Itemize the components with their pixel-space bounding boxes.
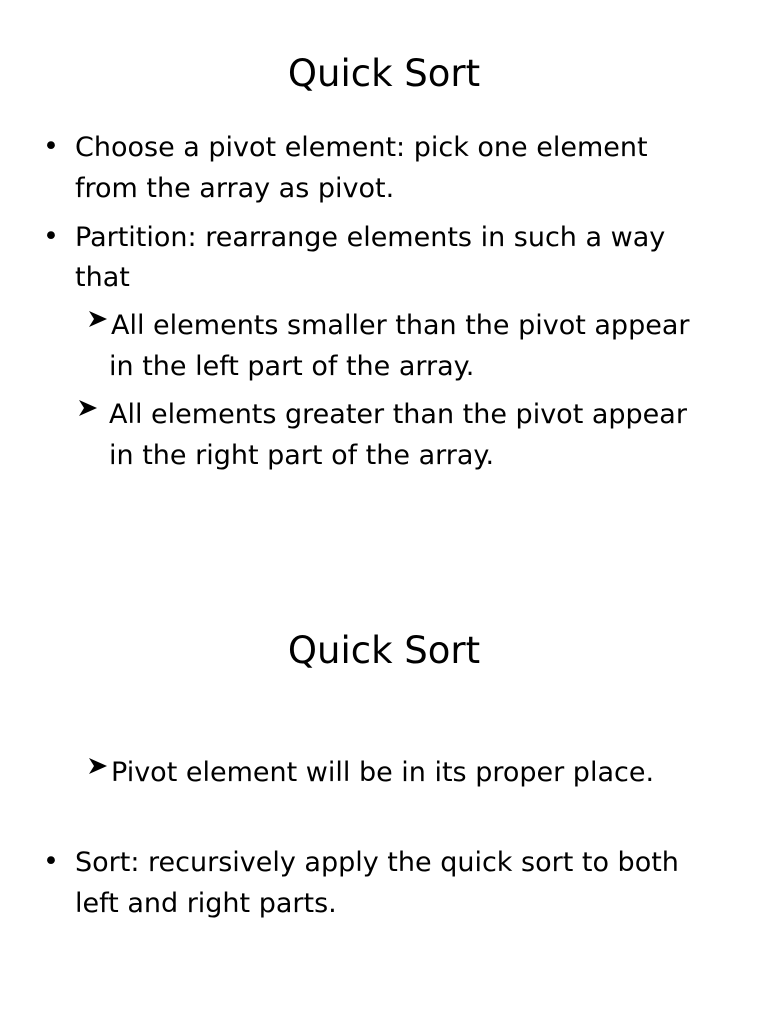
bullet-text-line: left and right parts. — [75, 888, 337, 919]
sub-bullet-text-line: in the right part of the array. — [109, 440, 495, 471]
bullet-text-line: that — [75, 262, 130, 293]
bullet-dot-icon: • — [43, 221, 59, 252]
arrowhead-icon — [88, 756, 108, 776]
sub-bullet-text-line: All elements smaller than the pivot appear — [111, 310, 690, 341]
slide-title: Quick Sort — [287, 629, 481, 672]
bullet-text-line: from the array as pivot. — [75, 173, 395, 204]
slide-2 — [0, 512, 768, 1024]
sub-bullet-text-line: All elements greater than the pivot appear — [109, 399, 687, 430]
arrowhead-icon — [78, 398, 98, 418]
sub-bullet-text-line: in the left part of the array. — [109, 351, 475, 382]
bullet-text-line: Sort: recursively apply the quick sort to both — [75, 847, 679, 878]
bullet-dot-icon: • — [43, 131, 59, 162]
bullet-text-line: Partition: rearrange elements in such a way — [75, 222, 666, 253]
bullet-dot-icon: • — [43, 846, 59, 877]
sub-bullet-text-line: Pivot element will be in its proper place. — [111, 757, 655, 788]
slide-title: Quick Sort — [287, 52, 481, 95]
arrowhead-icon — [88, 309, 108, 329]
bullet-text-line: Choose a pivot element: pick one element — [75, 132, 648, 163]
